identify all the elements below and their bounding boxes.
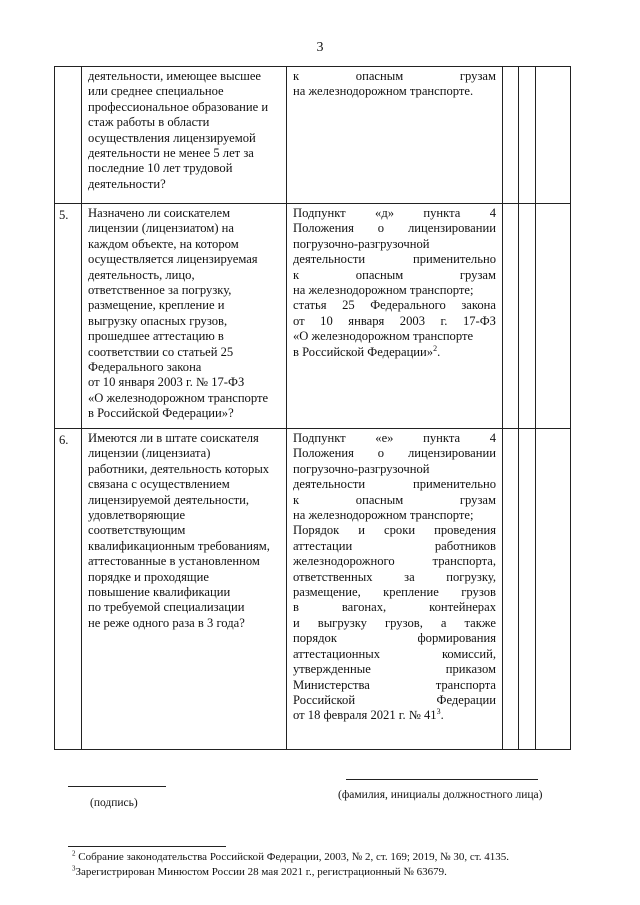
text-line: Положения о лицензировании xyxy=(293,221,496,236)
text-line: стаж работы в области xyxy=(88,115,210,130)
text-line: соответствии со статьей 25 xyxy=(88,344,234,359)
text-line: работники, деятельность которых xyxy=(88,461,270,476)
text-line: «О железнодорожном транспорте xyxy=(293,329,474,344)
answer-cell[interactable] xyxy=(503,429,519,750)
text-line: размещение, крепление грузов xyxy=(293,585,496,600)
text-line: или среднее специальное xyxy=(88,84,224,99)
text-line: прошедшее аттестацию в xyxy=(88,329,224,344)
text-line: квалификационным требованиям, xyxy=(88,538,270,553)
text-line: не реже одного раза в 3 года? xyxy=(88,615,245,630)
answer-cell[interactable] xyxy=(503,204,519,429)
text-line: Назначено ли соискателем xyxy=(88,206,231,220)
signature-label: (подпись) xyxy=(90,797,138,809)
text-line: «О железнодорожном транспорте xyxy=(88,390,269,405)
text-line: размещение, крепление и xyxy=(88,298,225,313)
text-line: осуществления лицензируемой xyxy=(88,130,256,145)
checklist-table xyxy=(54,66,571,750)
text-line: от 18 февраля 2021 г. № $41^3$. xyxy=(293,707,444,723)
row-number: 5. xyxy=(55,204,82,429)
text-line: деятельности применительно xyxy=(293,477,496,492)
text-line: Порядок и сроки проведения xyxy=(293,523,496,538)
text-line: лицензируемой деятельности, xyxy=(88,492,250,507)
signature-line[interactable] xyxy=(68,786,166,787)
text-line: погрузочно-разгрузочной xyxy=(293,236,430,251)
text-line: по требуемой специализации xyxy=(88,600,245,615)
table-row xyxy=(55,204,571,429)
text-line: повышение квалификации xyxy=(88,585,231,600)
text-line: Положения о лицензировании xyxy=(293,446,496,461)
text-line: на железнодорожном транспорте. xyxy=(293,84,474,99)
footnote-divider xyxy=(68,846,226,847)
text-line: Подпункт «е» пункта 4 xyxy=(293,431,496,445)
text-line: статья 25 Федерального закона xyxy=(293,298,496,313)
text-line: железнодорожного транспорта, xyxy=(293,554,496,569)
text-line: удовлетворяющие xyxy=(88,508,186,523)
text-line: на железнодорожном транспорте; xyxy=(293,283,474,298)
legal-reference xyxy=(287,204,503,429)
text-line: ответственное за погрузку, xyxy=(88,283,232,298)
text-line: профессиональное образование и xyxy=(88,99,269,114)
text-line: к опасным грузам xyxy=(293,69,496,83)
requirement-question xyxy=(82,429,287,750)
footnote-reference: 3 xyxy=(436,707,441,717)
answer-cell[interactable] xyxy=(536,429,571,750)
text-line: утвержденные приказом xyxy=(293,662,496,677)
legal-reference xyxy=(287,67,503,204)
footnote-2: $^2$ Собрание законодательства Российской Федерации, 2003, № 2, ст. 169; 2019, № 30, ст. 4135. xyxy=(72,849,509,863)
text-line: деятельности применительно xyxy=(293,252,496,267)
text-line: ответственных за погрузку, xyxy=(293,569,496,584)
row-number xyxy=(55,67,82,204)
text-line: деятельность, лицо, xyxy=(88,267,195,282)
text-line: от 10 января 2003 г. 17-ФЗ xyxy=(293,313,496,328)
text-line: каждом объекте, на котором xyxy=(88,236,239,251)
footnote-3: $^3$Зарегистрирован Минюстом России 28 мая 2021 г., регистрационный № 63679. xyxy=(72,864,447,878)
text-line: погрузочно-разгрузочной xyxy=(293,461,430,476)
text-line: порядке и проходящие xyxy=(88,569,209,584)
text-line: аттестации работников xyxy=(293,538,496,553)
legal-reference xyxy=(287,429,503,750)
text-line: порядок формирования xyxy=(293,631,496,646)
table-row xyxy=(55,67,571,204)
text-line: Имеются ли в штате соискателя xyxy=(88,431,259,445)
name-label: (фамилия, инициалы должностного лица) xyxy=(338,789,543,801)
text-line: осуществляется лицензируемая xyxy=(88,252,258,267)
text-line: в Российской Федерации»? xyxy=(88,406,234,421)
answer-cell[interactable] xyxy=(519,429,536,750)
text-line: деятельности? xyxy=(88,176,166,191)
text-line: выгрузку опасных грузов, xyxy=(88,313,228,328)
text-line: на железнодорожном транспорте; xyxy=(293,508,474,523)
text-line: к опасным грузам xyxy=(293,492,496,507)
text-line: Российской Федерации xyxy=(293,692,496,707)
text-line: и выгрузку грузов, а также xyxy=(293,615,496,630)
page-number: 3 xyxy=(316,40,324,55)
text-line: Подпункт «д» пункта 4 xyxy=(293,206,496,220)
text-line: к опасным грузам xyxy=(293,267,496,282)
answer-cell[interactable] xyxy=(536,67,571,204)
text-line: деятельности не менее 5 лет за xyxy=(88,146,254,161)
answer-cell[interactable] xyxy=(503,67,519,204)
text-line: лицензии (лицензиата) xyxy=(88,446,211,461)
answer-cell[interactable] xyxy=(519,204,536,429)
footnote-reference: 2 xyxy=(433,343,438,353)
text-line: аттестованные в установленном xyxy=(88,554,260,569)
row-number: 6. xyxy=(55,429,82,750)
requirement-question xyxy=(82,204,287,429)
text-line: Федерального закона xyxy=(88,360,202,375)
text-line: Министерства транспорта xyxy=(293,677,496,692)
text-line: соответствующим xyxy=(88,523,186,538)
answer-cell[interactable] xyxy=(536,204,571,429)
text-line: последние 10 лет трудовой xyxy=(88,161,233,176)
text-line: связана с осуществлением xyxy=(88,477,230,492)
text-line: в вагонах, контейнерах xyxy=(293,600,496,615)
text-line: в Российской Федерации»$^2$. xyxy=(293,343,441,359)
requirement-question xyxy=(82,67,287,204)
text-line: от 10 января 2003 г. № 17-ФЗ xyxy=(88,375,245,390)
answer-cell[interactable] xyxy=(519,67,536,204)
text-line: лицензии (лицензиатом) на xyxy=(88,221,234,236)
text-line: аттестационных комиссий, xyxy=(293,646,496,661)
table-row xyxy=(55,429,571,750)
name-line[interactable] xyxy=(346,779,538,780)
text-line: деятельности, имеющее высшее xyxy=(88,69,261,83)
